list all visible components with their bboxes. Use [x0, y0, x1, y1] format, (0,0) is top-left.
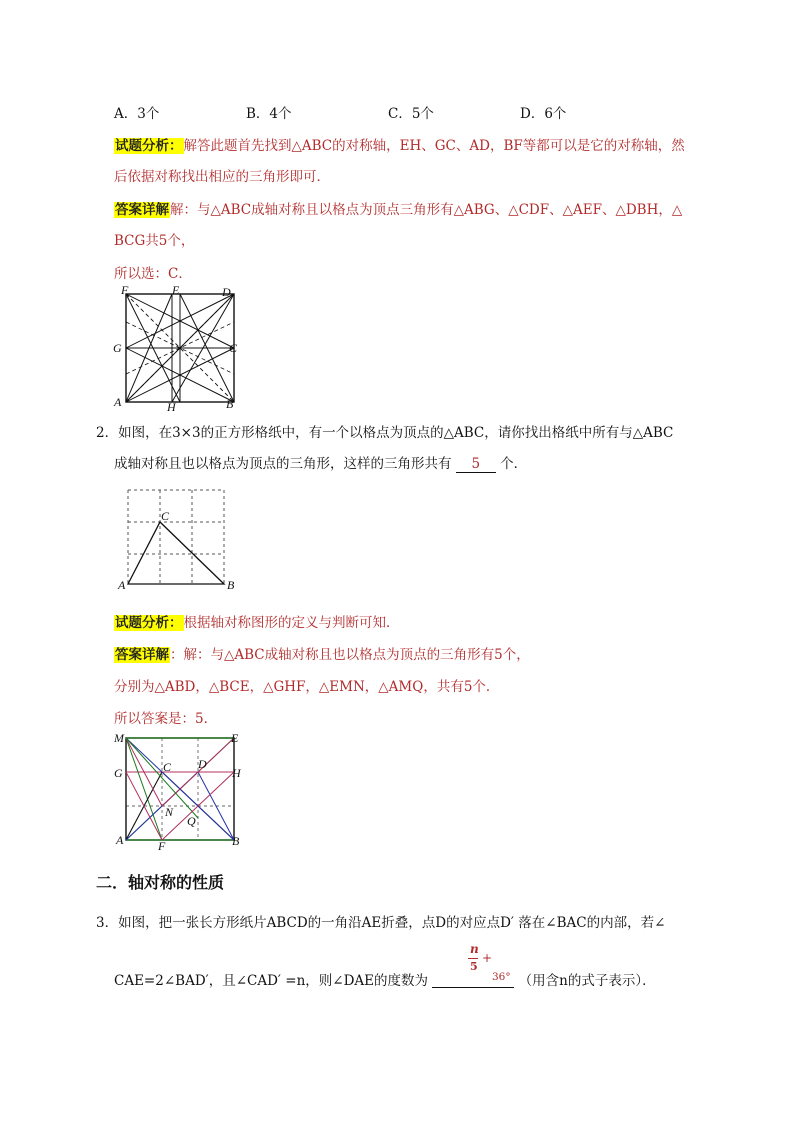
fig1-label-b: B — [226, 397, 234, 411]
fig1-label-a: A — [114, 395, 122, 409]
q3-frac-bar — [468, 958, 478, 959]
q1-answer-line2: BCG共5个， — [114, 233, 195, 249]
q1-conclusion: 所以选：C． — [114, 266, 192, 282]
q3-frac-num: n — [470, 942, 479, 956]
q1-analysis-line1 — [114, 134, 685, 154]
option-b: B．4个 — [246, 106, 292, 122]
q3-plus: + — [482, 951, 493, 965]
q2-answer-line2: 分别为△ABD，△BCE，△GHF，△EMN，△AMQ，共有5个． — [114, 679, 500, 695]
fig2-label-a: A — [118, 578, 126, 592]
fig3-label-d: D — [198, 757, 207, 771]
fig2-label-c: C — [161, 509, 170, 523]
figure-1-grid — [110, 282, 245, 414]
q2-answer-blank: 5 — [456, 456, 496, 473]
q1-analysis-line2: 后依据对称找出相应的三角形即可． — [114, 169, 330, 185]
q3-line2-pre: CAE=2∠BAD′，且∠CAD′ =n，则∠DAE的度数为 — [114, 973, 429, 989]
fig1-label-c: C — [229, 341, 238, 355]
option-d: D．6个 — [520, 106, 567, 122]
q3-line2 — [114, 969, 656, 989]
fig1-label-h: H — [167, 400, 176, 414]
analysis-text: 根据轴对称图形的定义与判断可知． — [183, 615, 400, 631]
q3-frac-den: 5 — [470, 960, 478, 973]
q2-analysis — [114, 611, 400, 631]
fig3-label-a: A — [116, 833, 124, 847]
q1-answer-line1 — [114, 198, 682, 218]
q3-line1: 3．如图，把一张长方形纸片ABCD的一角沿AE折叠，点D的对应点D′ 落在∠BAC的内部，若∠ — [96, 915, 666, 931]
figure-2-grid — [114, 484, 244, 594]
q2-line1: 2．如图，在3×3的正方形格纸中，有一个以格点为顶点的△ABC，请你找出格纸中所有与△ABC — [96, 425, 674, 441]
answer-tag: 答案详解 — [115, 202, 169, 218]
q2-conclusion: 所以答案是：5． — [114, 711, 218, 727]
answer-tag: 答案详解 — [115, 647, 169, 663]
option-c: C．5个 — [388, 106, 434, 122]
q2-answer-line1 — [114, 643, 530, 663]
fig3-label-e: E — [231, 731, 239, 745]
fig1-label-g: G — [113, 341, 122, 355]
analysis-text: 解答此题首先找到△ABC的对称轴，EH、GC、AD，BF等都可以是它的对称轴，然 — [183, 138, 685, 154]
q3-degree: 36° — [492, 971, 511, 983]
section-title: 二．轴对称的性质 — [96, 873, 225, 892]
fig3-label-f: F — [158, 839, 166, 850]
fig2-label-b: B — [227, 578, 235, 592]
fig3-label-c: C — [163, 760, 172, 774]
fig3-label-m: M — [114, 731, 124, 745]
fig1-label-d: D — [222, 285, 231, 299]
figure-3-solution — [110, 728, 250, 850]
q2-line2-pre: 成轴对称且也以格点为顶点的三角形，这样的三角形共有 — [114, 456, 452, 472]
analysis-tag: 试题分析： — [115, 615, 183, 631]
option-a: A．3个 — [114, 106, 160, 122]
fig1-label-e: E — [172, 283, 180, 297]
fig3-label-h: H — [232, 766, 241, 780]
analysis-tag: 试题分析： — [115, 138, 183, 154]
fig3-label-b: B — [232, 834, 240, 848]
q3-line2-post: （用含n的式子表示）． — [518, 973, 656, 989]
fig3-label-q: Q — [187, 814, 196, 828]
fig1-label-f: F — [121, 283, 129, 297]
fig3-label-g: G — [114, 766, 123, 780]
q2-line2-post: 个． — [500, 456, 528, 472]
answer-text: 解：与△ABC成轴对称且以格点为顶点三角形有△ABG、△CDF、△AEF、△DBH，△ — [170, 202, 683, 218]
q2-line2 — [114, 452, 527, 473]
fig3-label-n: N — [165, 805, 174, 819]
answer-text: ：解：与△ABC成轴对称且也以格点为顶点的三角形有5个， — [170, 647, 530, 663]
